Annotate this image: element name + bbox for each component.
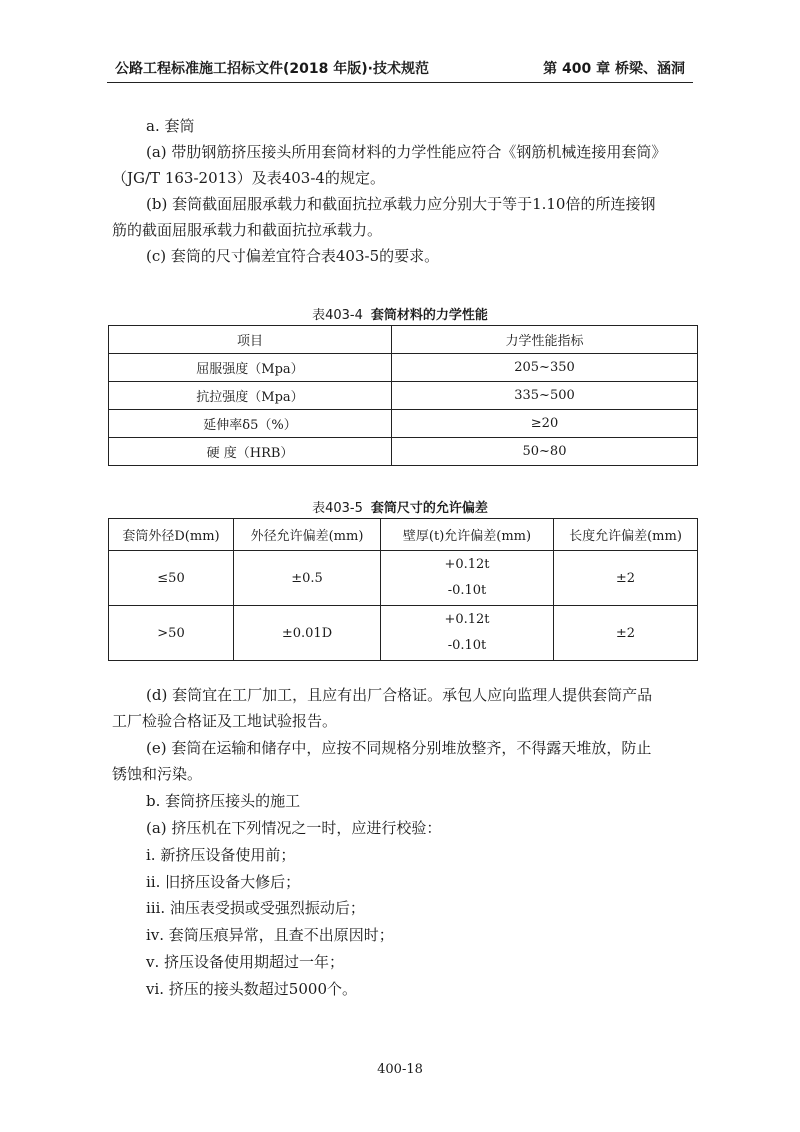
table2-title: 套筒尺寸的允许偏差 xyxy=(370,501,488,516)
table-cell: ≥20 xyxy=(392,410,698,438)
paragraph: （JG/T 163-2013）及表403-4的规定。 xyxy=(112,169,385,187)
table-header-cell: 外径允许偏差(mm) xyxy=(234,519,381,551)
table-row xyxy=(109,438,698,466)
header-document-title: 公路工程标准施工招标文件(2018 年版)·技术规范 xyxy=(115,61,429,77)
table-cell: ±2 xyxy=(554,606,698,661)
table-row xyxy=(109,606,698,661)
table-cell: 50~80 xyxy=(392,438,698,466)
table2-number: 表403-5 xyxy=(312,501,363,516)
table-cell: 屈服强度（Mpa） xyxy=(109,354,392,382)
header-chapter-title: 第 400 章 桥梁、涵洞 xyxy=(543,61,685,77)
mechanical-properties-table xyxy=(108,325,698,466)
table-cell: ≤50 xyxy=(109,551,234,606)
list-item: ⅲ. 油压表受损或受强烈振动后； xyxy=(146,899,365,917)
table2-caption xyxy=(0,497,800,516)
paragraph: 锈蚀和污染。 xyxy=(112,765,203,783)
table-row xyxy=(109,382,698,410)
table-header-row xyxy=(109,519,698,551)
list-item: ⅱ. 旧挤压设备大修后； xyxy=(146,873,301,891)
table-cell xyxy=(381,606,554,661)
paragraph: 筋的截面屈服承载力和截面抗拉承载力。 xyxy=(112,221,383,239)
table1-caption xyxy=(0,304,800,323)
paragraph: (a) 带肋钢筋挤压接头所用套筒材料的力学性能应符合《钢筋机械连接用套筒》 xyxy=(146,143,667,161)
table-cell: ±0.5 xyxy=(234,551,381,606)
dimension-tolerance-table xyxy=(108,518,698,661)
wall-tolerance-minus: -0.10t xyxy=(447,638,487,653)
table-header-cell: 套筒外径D(mm) xyxy=(109,519,234,551)
table-cell: 205~350 xyxy=(392,354,698,382)
table-row xyxy=(109,410,698,438)
table1-title: 套筒材料的力学性能 xyxy=(370,308,488,323)
table-row xyxy=(109,551,698,606)
table-cell: 335~500 xyxy=(392,382,698,410)
table1-number: 表403-4 xyxy=(312,308,363,323)
table-cell: 硬 度（HRB） xyxy=(109,438,392,466)
running-header xyxy=(107,56,693,82)
table-cell: 抗拉强度（Mpa） xyxy=(109,382,392,410)
paragraph: a. 套筒 xyxy=(146,117,195,135)
table-header-cell: 长度允许偏差(mm) xyxy=(554,519,698,551)
table-header-cell: 力学性能指标 xyxy=(392,326,698,354)
paragraph: 工厂检验合格证及工地试验报告。 xyxy=(112,712,338,730)
table-header-cell: 项目 xyxy=(109,326,392,354)
list-item: ⅳ. 套筒压痕异常，且查不出原因时； xyxy=(146,926,394,944)
table-cell: >50 xyxy=(109,606,234,661)
paragraph: (e) 套筒在运输和储存中，应按不同规格分别堆放整齐，不得露天堆放，防止 xyxy=(146,739,652,757)
wall-tolerance-minus: -0.10t xyxy=(447,583,487,598)
header-divider xyxy=(107,82,693,83)
table-cell xyxy=(381,551,554,606)
page-number: 400-18 xyxy=(377,1062,423,1077)
paragraph: (b) 套筒截面屈服承载力和截面抗拉承载力应分别大于等于1.10倍的所连接钢 xyxy=(146,195,656,213)
paragraph: b. 套筒挤压接头的施工 xyxy=(146,792,301,810)
list-item: ⅴ. 挤压设备使用期超过一年； xyxy=(146,953,345,971)
table-cell: 延伸率δ5（%） xyxy=(109,410,392,438)
list-item: ⅰ. 新挤压设备使用前； xyxy=(146,846,296,864)
table-cell: ±2 xyxy=(554,551,698,606)
table-cell: ±0.01D xyxy=(234,606,381,661)
wall-tolerance-plus: +0.12t xyxy=(444,557,490,572)
paragraph: (a) 挤压机在下列情况之一时，应进行校验： xyxy=(146,819,442,837)
wall-tolerance-plus: +0.12t xyxy=(444,612,490,627)
paragraph: (d) 套筒宜在工厂加工，且应有出厂合格证。承包人应向监理人提供套筒产品 xyxy=(146,686,653,704)
list-item: ⅵ. 挤压的接头数超过5000个。 xyxy=(146,980,357,998)
table-header-row xyxy=(109,326,698,354)
paragraph: (c) 套筒的尺寸偏差宜符合表403-5的要求。 xyxy=(146,247,440,265)
table-header-cell: 壁厚(t)允许偏差(mm) xyxy=(381,519,554,551)
table-row xyxy=(109,354,698,382)
